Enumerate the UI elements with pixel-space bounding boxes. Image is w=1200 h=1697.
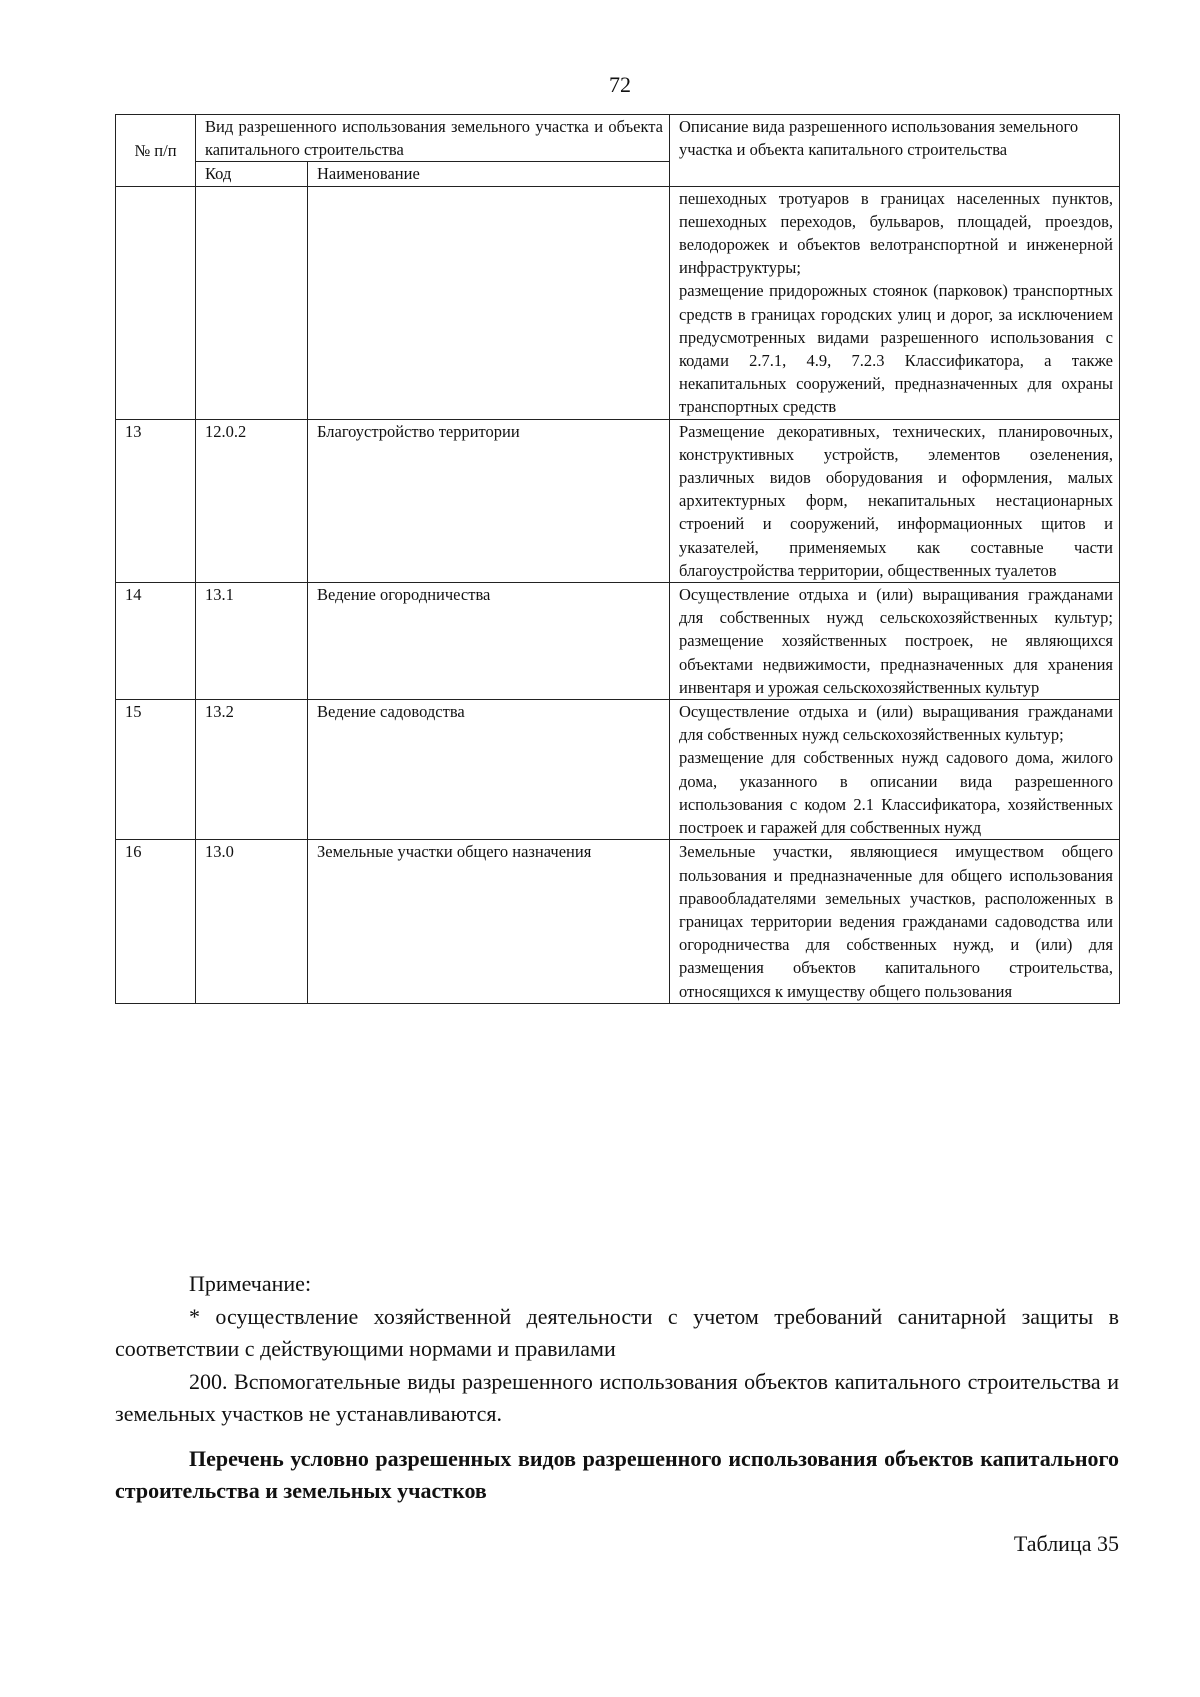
description-paragraph: пешеходных тротуаров в границах населенных пунктов, пешеходных переходов, бульваров, площадей, проездов, велодорожек и объектов велотранспортной и инженерной инфраструктуры; <box>679 188 1113 278</box>
row-description <box>670 840 1120 1003</box>
row-num: 13 <box>116 419 196 582</box>
paragraph-200-block <box>115 1366 1119 1430</box>
row-description <box>670 583 1120 700</box>
table-row <box>116 419 1120 582</box>
table-header-row <box>116 115 1120 162</box>
row-code: 12.0.2 <box>196 419 308 582</box>
table-label: Таблица 35 <box>1013 1531 1119 1556</box>
row-num: 14 <box>116 583 196 700</box>
row-num: 15 <box>116 700 196 840</box>
header-group: Вид разрешенного использования земельного участка и объекта капитального строительства <box>196 115 670 162</box>
land-use-table <box>115 114 1120 1004</box>
row-num <box>116 186 196 419</box>
description-paragraph: Размещение декоративных, технических, планировочных, конструктивных устройств, элементов озеленения, различных видов оборудования и оформления, малых архитектурных форм, некапитальных нестационарных строений и сооружений, информационных щитов и указателей, применяемых как составные части благоустройства территории, общественных туалетов <box>679 421 1113 580</box>
description-paragraph: Осуществление отдыха и (или) выращивания гражданами для собственных нужд сельскохозяйственных культур; размещение хозяйственных построек, не являющихся объектами недвижимости, предназначенных для хранения инвентаря и урожая сельскохозяйственных культур <box>679 585 1113 697</box>
row-code <box>196 186 308 419</box>
row-description <box>670 186 1120 419</box>
header-description: Описание вида разрешенного использования земельного участка и объекта капитального строительства <box>670 115 1120 187</box>
row-description <box>670 700 1120 840</box>
header-code: Код <box>196 162 308 186</box>
row-name: Земельные участки общего назначения <box>308 840 670 1003</box>
note-text: * осуществление хозяйственной деятельности с учетом требований санитарной защиты в соответствии с действующими нормами и правилами <box>115 1304 1119 1361</box>
page-number: 72 <box>609 72 631 97</box>
description-paragraph: размещение придорожных стоянок (парковок) транспортных средств в границах городских улиц и дорог, за исключением предусмотренных видами разрешенного использования с кодами 2.7.1, 4.9, 7.2.3 Классификатора, а также некапитальных сооружений, предназначенных для охраны транспортных средств <box>679 281 1113 417</box>
section-heading: Перечень условно разрешенных видов разрешенного использования объектов капитального строительства и земельных участков <box>115 1446 1119 1503</box>
note-text-block <box>115 1301 1119 1365</box>
note-title <box>115 1268 1119 1300</box>
row-code: 13.2 <box>196 700 308 840</box>
row-description <box>670 419 1120 582</box>
header-name: Наименование <box>308 162 670 186</box>
table-row <box>116 186 1120 419</box>
row-name <box>308 186 670 419</box>
row-code: 13.1 <box>196 583 308 700</box>
row-num: 16 <box>116 840 196 1003</box>
row-name: Ведение огородничества <box>308 583 670 700</box>
row-code: 13.0 <box>196 840 308 1003</box>
note-title-text: Примечание: <box>189 1271 312 1296</box>
row-name: Ведение садоводства <box>308 700 670 840</box>
paragraph-200: 200. Вспомогательные виды разрешенного использования объектов капитального строительства и земельных участков не устанавливаются. <box>115 1369 1119 1426</box>
description-paragraph: размещение для собственных нужд садового дома, жилого дома, указанного в описании вида разрешенного использования с кодом 2.1 Классификатора, хозяйственных построек и гаражей для собственных нужд <box>679 748 1113 838</box>
header-num: № п/п <box>116 115 196 187</box>
table-row <box>116 700 1120 840</box>
description-paragraph: Земельные участки, являющиеся имуществом общего пользования и предназначенные для общего использования правообладателями земельных участков, расположенных в границах территории ведения гражданами садоводства или огородничества для собственных нужд, и (или) для размещения объектов капитального строительства, относящихся к имуществу общего пользования <box>679 842 1113 1001</box>
description-paragraph: Осуществление отдыха и (или) выращивания гражданами для собственных нужд сельскохозяйственных культур; <box>679 702 1113 745</box>
table-row <box>116 583 1120 700</box>
table-row <box>116 840 1120 1003</box>
row-name: Благоустройство территории <box>308 419 670 582</box>
